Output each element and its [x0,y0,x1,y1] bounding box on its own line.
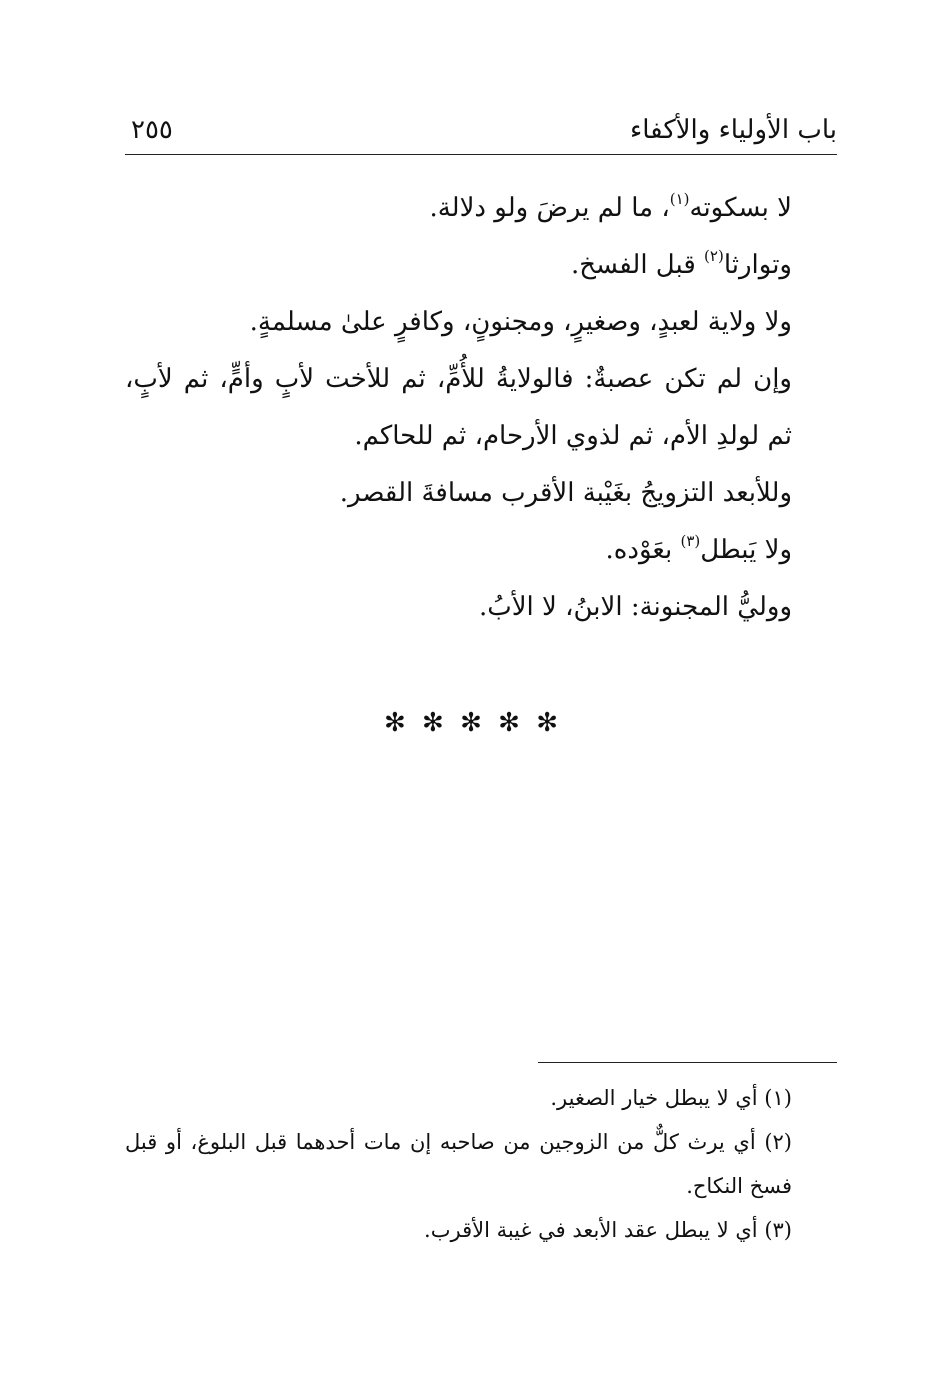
main-text [125,180,837,636]
paragraph-6-text-a: ولا يَبطل [700,535,792,565]
paragraph-3: ولا ولاية لعبدٍ، وصغيرٍ، ومجنونٍ، وكافرٍ علىٰ مسلمةٍ. [249,307,792,337]
paragraph-2-text-a: وتوارثا [723,250,792,280]
paragraph-5: وللأبعد التزويجُ بغَيْبة الأقرب مسافةَ القصر. [339,478,792,508]
footnotes [125,1076,837,1252]
paragraph-7: ووليُّ المجنونة: الابنُ، لا الأبُ. [478,592,792,622]
footnote-rule [538,1062,837,1063]
paragraph-1-text-a: لا بسكوته [689,193,792,223]
paragraph-1-text-b: ، ما لم يرضَ ولو دلالة. [429,193,670,223]
paragraph-6 [125,522,837,579]
paragraph-1 [125,180,837,237]
section-separator: ✻ ✻ ✻ ✻ ✻ [384,708,562,738]
header-rule [125,154,837,155]
page-header [125,112,837,156]
footnote-ref-2: (٢) [704,247,724,265]
footnote-2: (٢) أي يرث كلٌّ من الزوجين من صاحبه إن مات أحدهما قبل البلوغ، أو قبل فسخ النكاح. [125,1130,792,1198]
chapter-title: باب الأولياء والأكفاء [630,115,837,145]
page-number: ٢٥٥ [131,115,173,145]
paragraph-4: وإن لم تكن عصبةٌ: فالولايةُ للأُمِّ، ثم للأخت لأبٍ وأمٍّ، ثم لأبٍ، ثم لولدِ الأم، ثم لذوي الأرحام، ثم للحاكم. [125,364,792,451]
footnote-1: (١) أي لا يبطل خيار الصغير. [550,1086,792,1110]
footnote-3: (٣) أي لا يبطل عقد الأبعد في غيبة الأقرب. [424,1218,792,1242]
paragraph-2 [125,237,837,294]
footnote-ref-3: (٣) [680,532,701,550]
paragraph-2-text-b: قبل الفسخ. [571,250,705,280]
footnote-ref-1: (١) [669,190,690,208]
paragraph-6-text-b: بعَوْده. [605,535,681,565]
